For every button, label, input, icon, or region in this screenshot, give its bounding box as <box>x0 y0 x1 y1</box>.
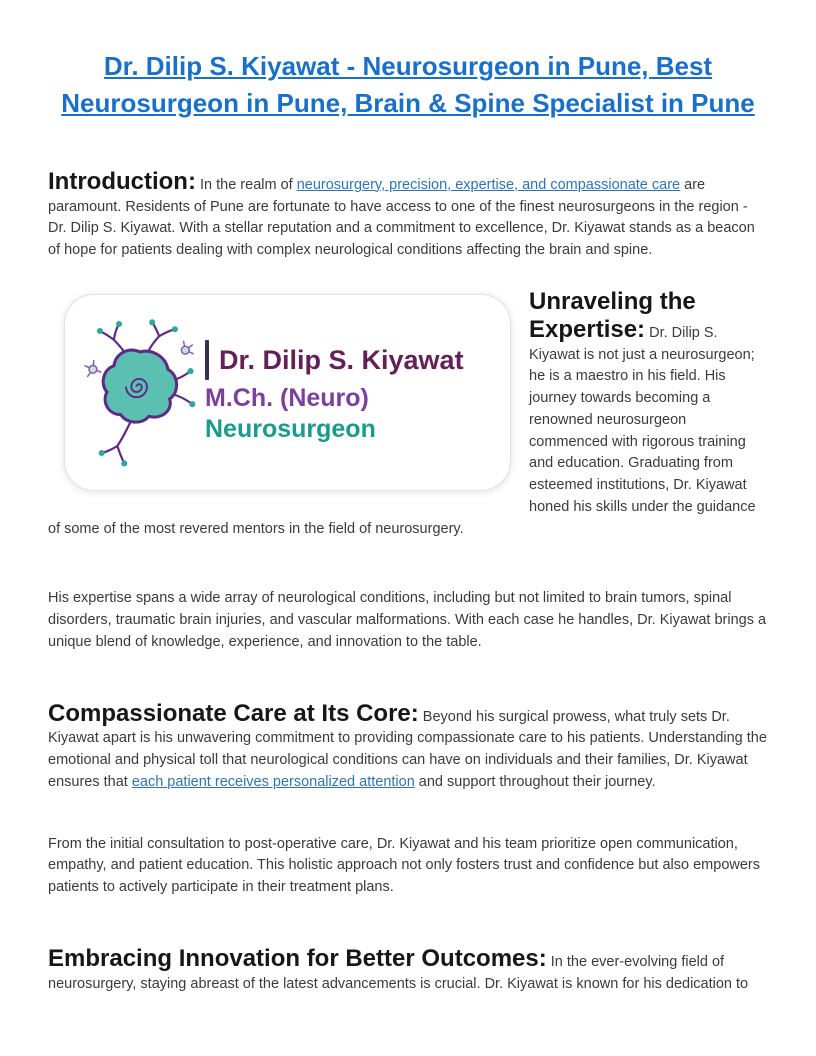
innovation-heading: Embracing Innovation for Better Outcomes: <box>48 944 547 972</box>
expertise-heading: Unraveling the Expertise: <box>529 287 696 343</box>
introduction-text-rest: are paramount. Residents of Pune are fortunate to have access to one of the finest neurosurgeons in the region - Dr. Dilip S. Kiyawat. With a stellar reputation and a commitment to excellence, Dr. Kiyawat stands as a beacon of hope for patients dealing with complex neurological conditions affecting the brain and spine. <box>48 176 755 259</box>
logo-doctor-name: Dr. Dilip S. Kiyawat <box>219 344 464 375</box>
introduction-section <box>48 168 768 262</box>
logo-specialty: Neurosurgeon <box>205 415 376 444</box>
personalized-attention-link[interactable]: each patient receives personalized attention <box>131 773 415 790</box>
doctor-logo-card <box>64 294 511 491</box>
compassionate-text-rest: and support throughout their journey. <box>414 773 656 790</box>
expertise-text: Dr. Dilip S. Kiyawat is not just a neurosurgeon; he is a maestro in his field. His journey towards becoming a renowned neurosurgeon commenced with rigorous training and education. Graduating from esteemed institutions, Dr. Kiyawat honed his skills under the guidance of some of the most revered mentors in the field of neurosurgery. <box>48 324 756 537</box>
compassionate-paragraph-2: From the initial consultation to post-operative care, Dr. Kiyawat and his team prioritize open communication, empathy, and patient education. This holistic approach not only fosters trust and confidence but also empowers patients to actively participate in their treatment plans. <box>48 835 760 896</box>
innovation-text: In the ever-evolving field of neurosurgery, staying abreast of the latest advancements is crucial. Dr. Kiyawat is known for his dedication to <box>48 953 749 992</box>
compassionate-text-lead: Beyond his surgical prowess, what truly sets Dr. Kiyawat apart is his unwavering commitment to providing compassionate care to his patients. Understanding the emotional and physical toll that neurological conditions can have on individuals and their families, Dr. Kiyawat ensures that <box>48 708 767 790</box>
expertise-section <box>48 288 768 541</box>
expertise-paragraph-2: His expertise spans a wide array of neurological conditions, including but not limited to brain tumors, spinal disorders, traumatic brain injuries, and vascular malformations. With each case he handles, Dr. Kiyawat brings a unique blend of knowledge, experience, and innovation to the table. <box>48 590 767 650</box>
logo-divider <box>205 340 209 380</box>
logo-text-block <box>205 340 464 444</box>
innovation-section <box>48 945 768 996</box>
compassionate-care-heading: Compassionate Care at Its Core: <box>48 699 419 727</box>
neurosurgery-care-link[interactable]: neurosurgery, precision, expertise, and compassionate care <box>296 176 681 193</box>
logo-degree: M.Ch. (Neuro) <box>205 384 369 413</box>
introduction-heading: Introduction: <box>48 167 196 195</box>
title-link[interactable]: Dr. Dilip S. Kiyawat - Neurosurgeon in Pune, Best Neurosurgeon in Pune, Brain & Spine Specialist in Pune <box>61 51 755 118</box>
page-title <box>48 48 768 122</box>
neuron-icon <box>79 311 201 473</box>
introduction-text-lead: In the realm of <box>195 176 297 193</box>
compassionate-care-section <box>48 700 768 794</box>
